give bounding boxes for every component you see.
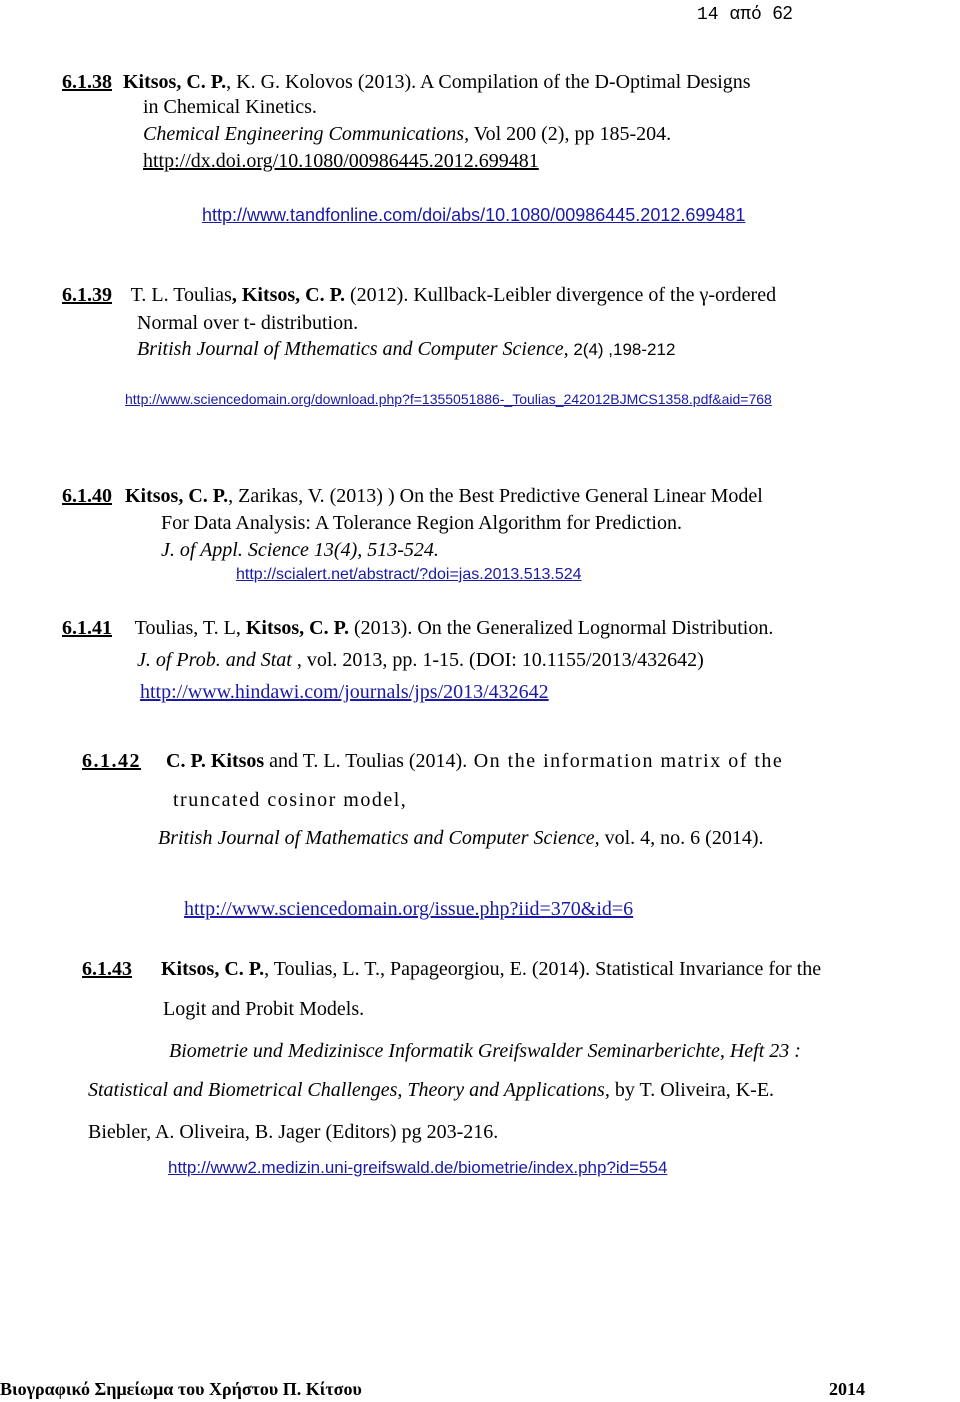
ref-authors: Toulias, T. L, xyxy=(134,617,246,639)
ref-journal-line xyxy=(88,1079,774,1102)
ref-journal-line xyxy=(143,123,671,146)
page-total: 62 xyxy=(772,3,793,23)
ref-journal-2: Statistical and Biometrical Challenges, Theory and Applications, xyxy=(88,1079,610,1101)
ref-journal: J. of Appl. Science 13(4), 513-524. xyxy=(161,539,439,561)
ref-url-link[interactable]: http://www.sciencedomain.org/issue.php?iid=370&id=6 xyxy=(184,898,634,920)
ref-url-link[interactable]: http://scialert.net/abstract/?doi=jas.2013.513.524 xyxy=(236,566,582,583)
ref-authors: , Zarikas, V. (2013) ) On the Best Predictive General Linear Model xyxy=(228,485,763,507)
ref-authors-bold: C. P. Kitsos xyxy=(166,750,265,772)
ref-journal: British Journal of Mathematics and Computer Science, xyxy=(158,827,600,849)
ref-journal: J. of Prob. and Stat xyxy=(137,649,292,671)
ref-journal: British Journal of Mthematics and Computer Science, xyxy=(137,338,569,360)
page-of-label: από xyxy=(729,5,762,25)
ref-url-link[interactable]: http://www.hindawi.com/journals/jps/2013/432642 xyxy=(140,681,549,703)
ref-authors-bold: , Kitsos, C. P. xyxy=(231,284,345,306)
ref-authors-bold: Kitsos, C. P. xyxy=(123,71,227,93)
ref-authors-bold: Kitsos, C. P. xyxy=(161,958,265,980)
ref-title: For Data Analysis: A Tolerance Region Algorithm for Prediction. xyxy=(161,512,682,534)
ref-volume: , vol. 2013, pp. 1-15. (DOI: 10.1155/2013/432642) xyxy=(291,649,704,671)
ref-line xyxy=(62,71,751,94)
ref-title: On the information matrix of the xyxy=(467,750,784,772)
ref-year-title: (2012). Kullback-Leibler divergence of the γ-ordered xyxy=(345,284,777,306)
ref-number: 6.1.43 xyxy=(82,958,132,980)
ref-number: 6.1.38 xyxy=(62,71,112,93)
ref-line xyxy=(82,750,783,773)
ref-title-cont: truncated cosinor model, xyxy=(173,789,408,811)
ref-url-link[interactable]: http://www.tandfonline.com/doi/abs/10.1080/00986445.2012.699481 xyxy=(202,205,746,225)
ref-journal-line xyxy=(137,338,675,361)
footer-year: 2014 xyxy=(829,1379,865,1399)
footer-title: Βιογραφικό Σημείωμα του Χρήστου Π. Κίτσου xyxy=(0,1379,362,1399)
ref-url-link[interactable]: http://www2.medizin.uni-greifswald.de/biometrie/index.php?id=554 xyxy=(168,1158,668,1177)
ref-title: Logit and Probit Models. xyxy=(163,998,365,1020)
ref-number: 6.1.39 xyxy=(62,284,112,306)
ref-line xyxy=(62,617,773,640)
ref-number: 6.1.41 xyxy=(62,617,112,639)
ref-line xyxy=(62,284,776,307)
ref-authors: T. L. Toulias xyxy=(130,284,232,306)
ref-journal: Chemical Engineering Communications, xyxy=(143,123,470,145)
ref-authors: and T. L. Toulias (2014). xyxy=(264,750,468,772)
ref-authors-bold: Kitsos, C. P. xyxy=(245,617,349,639)
ref-doi-link[interactable]: http://dx.doi.org/10.1080/00986445.2012.699481 xyxy=(143,150,539,172)
ref-volume: Vol 200 (2), pp 185-204. xyxy=(469,123,672,145)
ref-number: 6.1.40 xyxy=(62,485,112,507)
ref-title: Normal over t- distribution. xyxy=(137,312,359,334)
ref-journal-line xyxy=(137,649,704,672)
ref-year-title: (2013). On the Generalized Lognormal Distribution. xyxy=(349,617,774,639)
ref-authors: , Toulias, L. T., Papageorgiou, E. (2014). Statistical Invariance for the xyxy=(264,958,822,980)
ref-editors-a: by T. Oliveira, K-E. xyxy=(609,1079,775,1101)
ref-authors: , K. G. Kolovos (2013). A Compilation of the D-Optimal Designs xyxy=(226,71,751,93)
ref-title: in Chemical Kinetics. xyxy=(143,96,317,118)
ref-url-link[interactable]: http://www.sciencedomain.org/download.php?f=1355051886-_Toulias_242012BJMCS1358.pdf&aid=768 xyxy=(125,391,772,407)
page-current: 14 xyxy=(697,5,719,25)
ref-line xyxy=(62,485,763,508)
ref-volume: vol. 4, no. 6 (2014). xyxy=(599,827,764,849)
ref-journal-line xyxy=(158,827,764,850)
ref-journal: Biometrie und Medizinisce Informatik Greifswalder Seminarberichte, Heft 23 : xyxy=(169,1040,801,1062)
page-number xyxy=(697,3,793,25)
ref-number: 6.1.42 xyxy=(82,750,141,772)
ref-editors: Biebler, A. Oliveira, B. Jager (Editors) pg 203-216. xyxy=(88,1121,499,1143)
ref-line xyxy=(82,958,821,981)
ref-authors-bold: Kitsos, C. P. xyxy=(125,485,229,507)
ref-volume: 2(4) ,198-212 xyxy=(568,340,676,359)
